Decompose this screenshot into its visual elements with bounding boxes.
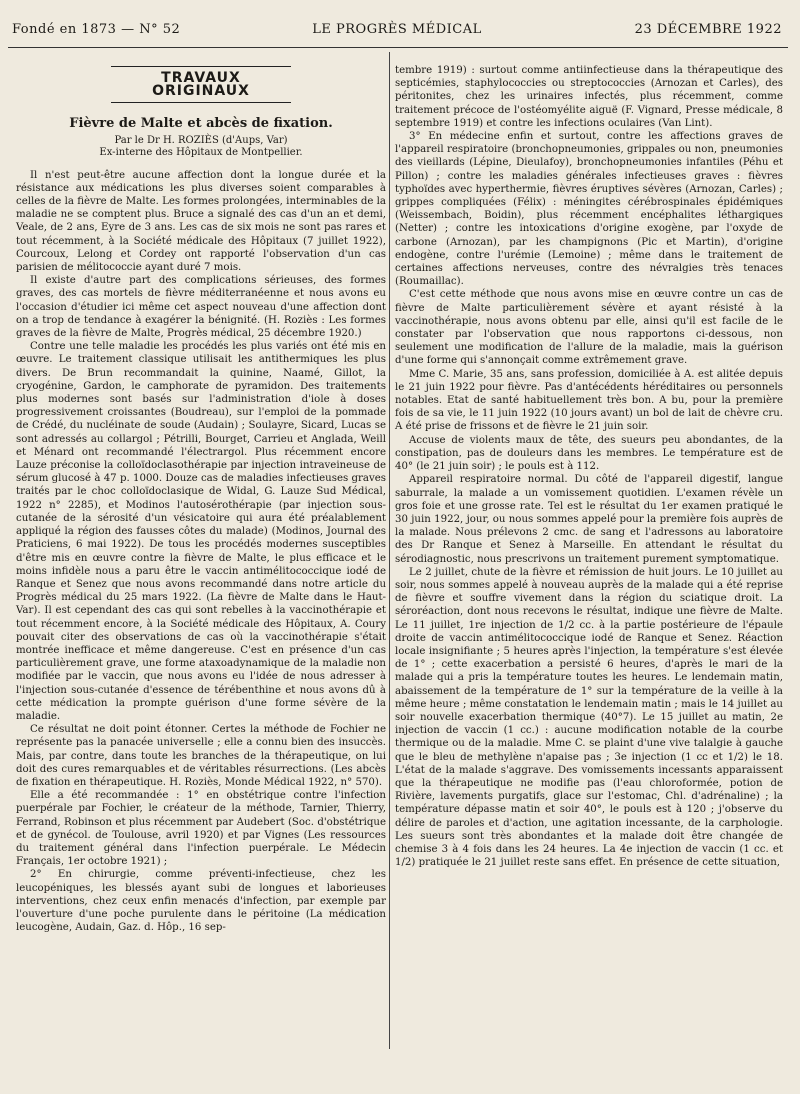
header-date: 23 DÉCEMBRE 1922 [634, 22, 782, 37]
paragraph: Il existe d'autre part des complications sérieuses, des formes graves, des cas mortels de fièvre méditerranéenne et nous avons eu l'occasion d'étudier ici même cet aspect nouveau d'une affection dont on a trop de tendance à exagérer la bénignité. (H. Roziès : Les formes graves de la fièvre de Malte, Progrès médical, 25 décembre 1920.) [16, 275, 386, 340]
article-title: Fièvre de Malte et abcès de fixation. [69, 116, 333, 132]
column-divider [389, 52, 390, 1049]
paragraph: Accuse de violents maux de tête, des sueurs peu abondantes, de la constipation, pas de douleurs dans les membres. Le température est de 40° (le 21 juin soir) ; le pouls est à 112. [395, 434, 783, 473]
paragraph: tembre 1919) : surtout comme antiinfectieuse dans la thérapeutique des septicémies, staphylococcies ou streptococcies (Arnozan et Carles), des péritonites, chez les urinaires infectés, plus récemment, comme traitement précoce de l'ostéomyélite aiguë (F. Vignard, Presse médicale, 8 septembre 1919) et contre les infections oculaires (Van Lint). [395, 65, 783, 129]
paragraph: 2° En chirurgie, comme préventi-infectieuse, chez les leucopéniques, les blessés ayant subi de longues et laborieuses interventions, chez ceux enfin menacés d'infection, par exemple par l'ouverture d'une poche purulente dans le péritoine (La médication leucogène, Audain, Gaz. d. Hôp., 16 sep- [16, 869, 386, 934]
left-column [16, 52, 386, 934]
paragraph: Elle a été recommandée : 1° en obstétrique contre l'infection puerpérale par Fochier, le créateur de la méthode, Tarnier, Thierry, Ferrand, Robinson et plus récemment par Audebert (Soc. d'obstétrique et de gynécol. de Toulouse, avril 1920) et par Vignes (Les ressources du traitement général dans l'infection puerpérale. Le Médecin Français, 1er octobre 1921) ; [16, 790, 386, 868]
header-founded: Fondé en 1873 — N° 52 [12, 22, 181, 37]
page-header [12, 22, 782, 42]
header-journal-title: LE PROGRÈS MÉDICAL [312, 22, 482, 37]
paragraph: 3° En médecine enfin et surtout, contre les affections graves de l'appareil respiratoire (bronchopneumonies, grippales ou non, pneumonies des vieillards (Lépine, Dieulafoy), bronchopneumonies infantiles (Péhu et Pillon) ; contre les maladies générales infectieuses graves : fièvres typhoïdes avec hyperthermie, fièvres éruptives sévères (Arnozan, Carles) ; grippes compliquées (Félix) : méningites cérébrospinales épidémiques (Weissembach, Boidin), plus récemment encéphalites léthargiques (Netter) ; contre les intoxications d'origine exogène, par l'oxyde de carbone (Arnozan), par les champignons (Pic et Martin), d'origine endogène, contre l'urémie (Lemoine) ; même dans le traitement de certaines affections nerveuses, contre des névralgies très tenaces (Roumaillac). [395, 131, 783, 288]
right-column [395, 64, 783, 869]
section-title: TRAVAUX ORIGINAUX [111, 66, 291, 103]
article-byline: Par le Dr H. ROZIÈS (d'Aups, Var) [114, 134, 288, 146]
article-affiliation: Ex-interne des Hôpitaux de Montpellier. [99, 146, 303, 158]
paragraph: Ce résultat ne doit point étonner. Certes la méthode de Fochier ne représente pas la panacée universelle ; elle a connu bien des insuccès. Mais, par contre, dans toute les branches de la thérapeutique, on lui doit des cures remarquables et de véritables résurrections. (Les abcès de fixation en thérapeutique. H. Roziès, Monde Médical 1922, n° 570). [16, 724, 386, 788]
paragraph: Contre une telle maladie les procédés les plus variés ont été mis en œuvre. Le traitement classique utilisait les antithermiques les plus divers. De Brun recommandait la quinine, Naamé, Gillot, la cryogénine, Gardon, le camphorate de pyramidon. Des traitements plus modernes sont basés sur l'administration d'iole à doses progressivement croissantes (Boudreau), sur l'emploi de la pommade de Crédé, du nucléinate de soude (Audain) ; Soulayre, Sicard, Lucas se sont adressés au collargol ; Pétrilli, Bourget, Carrieu et Anglada, Weill et Ménard ont recommandé l'électrargol. Plus récemment encore Lauze préconise la colloïdoclasothérapie par injection intraveineuse de sérum glucosé à 47 p. 1000. Douze cas de maladies infectieuses graves traités par le choc colloïdoclasique de Widal, G. Lauze Sud Médical, 1922 n° 2285), et Modinos l'autosérothérapie (par injection sous-cutanée de la sérosité d'un vésicatoire qui aura été préalablement appliqué la région des fausses côtes du malade) (Modinos, Journal des Praticiens, 6 mai 1922). De tous les procédés modernes susceptibles d'être mis en œuvre contre la fièvre de Malte, le plus efficace et le moins infidèle nous a paru être le vaccin antimélitococcique iodé de Ranque et Senez que nous avons recommandé dans notre article du Progrès médical du 25 mars 1922. (La fièvre de Malte dans le Haut-Var). Il est cependant des cas qui sont rebelles à la vaccinothérapie et tout récemment encore, à la Société médicale des Hôpitaux, A. Coury pouvait citer des observations de cas où la vaccinothérapie s'était montrée inefficace et même dangereuse. C'est en présence d'un cas particulièrement grave, une forme ataxoadynamique de la maladie non modifiée par le vaccin, que nous avons eu l'idée de nous adresser à l'injection sous-cutanée d'essence de térébenthine et nous avons dû à cette médication la prompte guérison d'une forme sévère de la maladie. [16, 341, 386, 722]
header-rule [8, 47, 788, 48]
paragraph: Appareil respiratoire normal. Du côté de l'appareil digestif, langue saburrale, la malade a un vomissement quotidien. L'examen révèle un gros foie et une grosse rate. Tel est le résultat du 1er examen pratiqué le 30 juin 1922, jour, ou nous sommes appelé pour la première fois auprès de la malade. Nous prélevons 2 cmc. de sang et l'adressons au laboratoire des Dr Ranque et Senez à Marseille. En attendant le résultat du sérodiagnostic, nous prescrivons un traitement purement symptomatique. [395, 474, 783, 565]
paragraph: Mme C. Marie, 35 ans, sans profession, domiciliée à A. est alitée depuis le 21 juin 1922 pour fièvre. Pas d'antécédents héréditaires ou personnels notables. Etat de santé habituellement très bon. A bu, pour la première fois de sa vie, le 11 juin 1922 (10 jours avant) un bol de lait de chèvre cru. A été prise de frissons et de fièvre le 21 juin soir. [395, 368, 783, 433]
paragraph: Il n'est peut-être aucune affection dont la longue durée et la résistance aux médications les plus diverses soient comparables à celles de la fièvre de Malte. Les formes prolongées, interminables de la maladie ne se comptent plus. Bruce a signalé des cas d'un an et demi, Veale, de 2 ans, Eyre de 3 ans. Les cas de six mois ne sont pas rares et tout récemment, à la Société médicale des Hôpitaux (7 juillet 1922), Courcoux, Lelong et Cordey ont rapporté l'observation d'un cas parisien de mélitococcie ayant duré 7 mois. [16, 169, 386, 274]
paragraph: Le 2 juillet, chute de la fièvre et rémission de huit jours. Le 10 juillet au soir, nous sommes appelé à nouveau auprès de la malade qui a été reprise de fièvre et souffre vivement dans la région du sciatique droit. La séroréaction, dont nous recevons le résultat, indique une fièvre de Malte. Le 11 juillet, 1re injection de 1/2 cc. à la partie postérieure de l'épaule droite de vaccin antimélitococcique iodé de Ranque et Senez. Réaction locale insignifiante ; 5 heures après l'injection, la température s'est élevée de 1° ; cette exacerbation a persisté 6 heures, d'après le mari de la malade qui a pris la température toutes les heures. Le lendemain matin, abaissement de la température de 1° sur la température de la veille à la même heure ; même constatation le lendemain matin ; mais le 14 juillet au soir nouvelle exacerbation thermique (40°7). Le 15 juillet au matin, 2e injection de vaccin (1 cc.) : aucune modification notable de la courbe thermique ou de la maladie. Mme C. se plaint d'une vive talalgie à gauche que le bleu de methylène n'apaise pas ; 3e injection (1 cc et 1/2) le 18. L'état de la malade s'aggrave. Des vomissements incessants apparaissent que la thérapeutique ne modifie pas (l'eau chloroformée, potion de Rivière, lavements purgatifs, glace sur l'estomac, Chl. d'adrénaline) ; la température dépasse matin et soir 40°, le pouls est à 120 ; j'observe du délire de paroles et d'action, une agitation incessante, de la carphologie. Les sueurs sont très abondantes et la malade doit être changée de chemise 3 à 4 fois dans les 24 heures. La 4e injection de vaccin (1 cc. et 1/2) pratiquée le 21 juillet reste sans effet. En présence de cette situation, [395, 566, 783, 869]
paragraph: C'est cette méthode que nous avons mise en œuvre contre un cas de fièvre de Malte particulièrement sévère et ayant résisté à la vaccinothérapie, nous avons obtenu par elle, ainsi qu'il est facile de le constater par l'observation que nous rapportons ci-dessous, non seulement une modification de l'allure de la maladie, mais la guérison d'une forme qui s'annonçait comme extrêmement grave. [395, 289, 783, 367]
